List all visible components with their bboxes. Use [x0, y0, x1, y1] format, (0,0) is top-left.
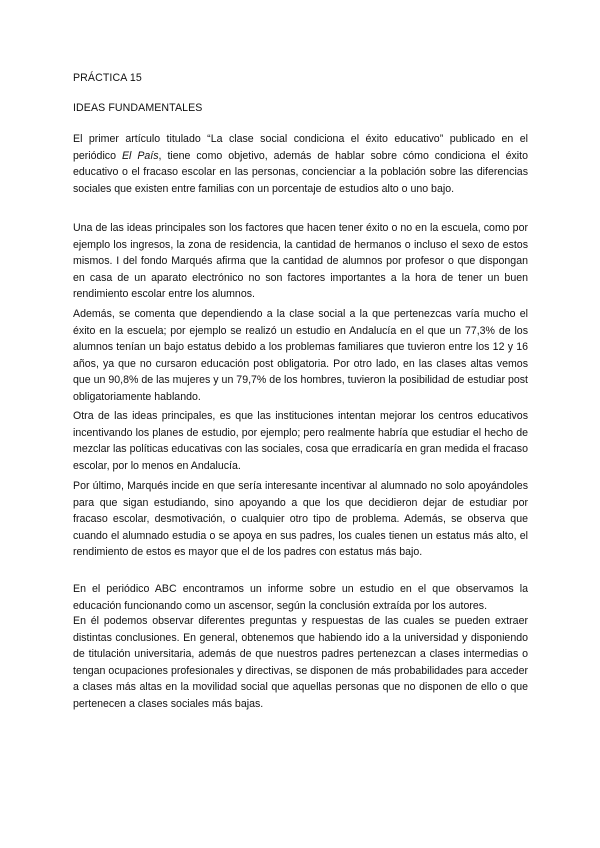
- paragraph-abc-report: En el periódico ABC encontramos un informe sobre un estudio en el que observamos la educación funcionando como un ascensor, según la conclusión extraída por los autores.: [73, 583, 528, 612]
- paragraph-intro: El primer artículo titulado “La clase social condiciona el éxito educativo” publicado en el periódico El País, tiene como objetivo, además de hablar sobre cómo condiciona el éxito educativo o el fracaso escolar en las personas, concienciar a la población sobre las diferencias sociales que existen entre familias con un porcentaje de estudios alto o uno bajo.: [73, 133, 528, 195]
- paragraph-conclusion-marques: Por último, Marqués incide en que sería interesante incentivar al alumnado no solo apoyándoles para que sigan estudiando, sino apoyando a que los que decidieron dejar de estudiar por fracaso escolar, desmotivación, o cualquier otro tipo de problema. Además, se observa que cuando el alumnado estudia o se apoya en sus padres, los cuales tienen un estatus más alto, el rendimiento de estos es mayor que el de los padres con estatus más bajo.: [73, 480, 528, 559]
- newspaper-name: El País: [121, 149, 159, 162]
- paragraph-factors: Una de las ideas principales son los factores que hacen tener éxito o no en la escuela, como por ejemplo los ingresos, la zona de residencia, la cantidad de hermanos o incluso el sexo de estos mismos. I del fondo Marqués afirma que la cantidad de alumnos por profesor o que dispongan en casa de un aparato electrónico no son factores importantes a la hora de tener un buen rendimiento escolar entre los alumnos.: [73, 222, 528, 301]
- paragraph-abc-results: En él podemos observar diferentes preguntas y respuestas de las cuales se pueden extraer distintas conclusiones. En general, obtenemos que habiendo ido a la universidad y disponiendo de titulación universitaria, además de que nuestros padres pertenezcan a clases intermedias o tengan ocupaciones profesionales y directivas, se disponen de más probabilidades para acceder a clases más altas en la movilidad social que aquellas personas que no disponen de ello o que pertenecen a clases sociales más bajas.: [73, 615, 528, 710]
- document-subtitle: IDEAS FUNDAMENTALES: [73, 102, 203, 114]
- document-title: PRÁCTICA 15: [73, 72, 142, 84]
- paragraph-social-class: Además, se comenta que dependiendo a la clase social a la que pertenezcas varía mucho el éxito en la escuela; por ejemplo se realizó un estudio en Andalucía en el que un 77,3% de los alumnos tenían un bajo estatus debido a los problemas familiares que tuvieron entre los 12 y 16 años, ya que no cursaron educación post obligatoria. Por otro lado, en las clases altas vemos que un 90,8% de las mujeres y un 79,7% de los hombres, tuvieron la posibilidad de estudiar post obligatoriamente hablando.: [73, 308, 528, 403]
- paragraph-institutions: Otra de las ideas principales, es que las instituciones intentan mejorar los centros educativos incentivando los planes de estudio, por ejemplo; pero realmente habría que estudiar el hecho de mezclar las políticas educativas con las sociales, cosa que erradicaría en gran medida el fracaso escolar, por lo menos en Andalucía.: [73, 410, 528, 472]
